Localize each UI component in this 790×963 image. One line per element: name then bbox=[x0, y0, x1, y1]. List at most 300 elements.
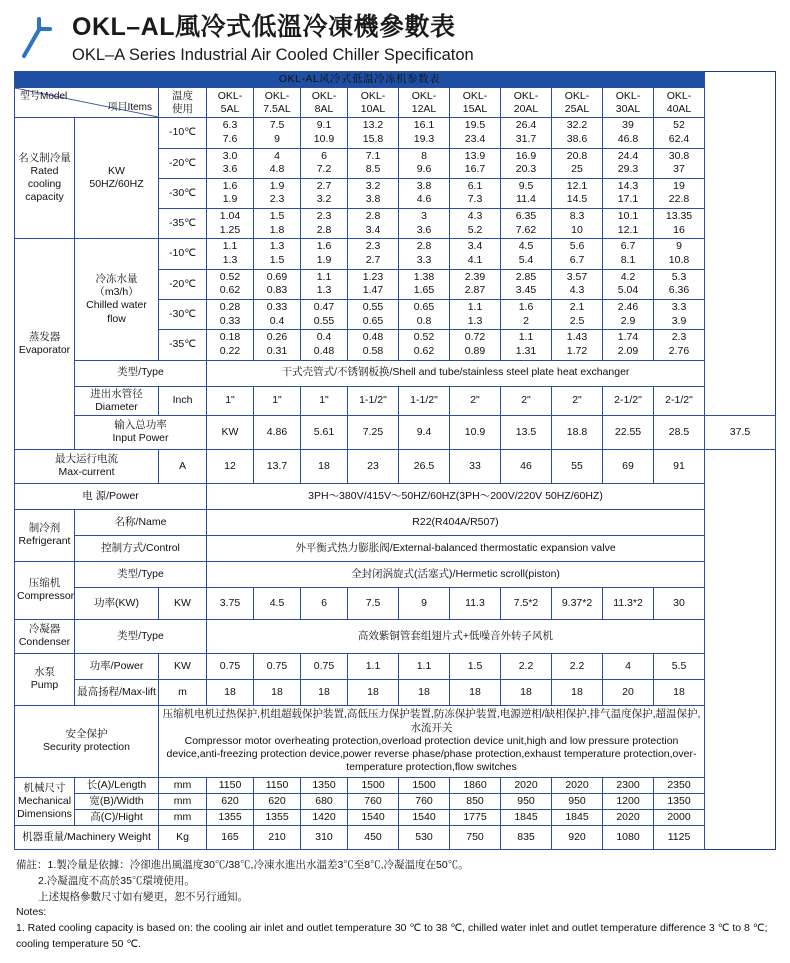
ev-r3-c3 bbox=[301, 299, 348, 329]
refrigerant-name-value: R22(R404A/R507) bbox=[207, 509, 705, 535]
dim-len-v10: 2350 bbox=[654, 777, 705, 793]
weight-v4: 450 bbox=[348, 826, 399, 850]
diameter-v3: 1" bbox=[301, 386, 348, 415]
ev-r4-c6 bbox=[450, 330, 501, 360]
ev-r2-c10 bbox=[654, 269, 705, 299]
ev-r3-c2 bbox=[254, 299, 301, 329]
pump-power-v7: 2.2 bbox=[501, 653, 552, 679]
ev-r1-c10 bbox=[654, 239, 705, 269]
pump-power-v1: 0.75 bbox=[207, 653, 254, 679]
dim-wid-v3: 680 bbox=[301, 793, 348, 809]
evap-temp-1: -10℃ bbox=[159, 239, 207, 269]
v: 9 bbox=[274, 132, 280, 145]
v: 2.7 bbox=[365, 254, 381, 267]
rc-r1-c7 bbox=[501, 118, 552, 148]
header-label-items: 项目Items bbox=[107, 101, 152, 113]
rated-cooling-unit bbox=[75, 118, 159, 239]
v: 7.5 bbox=[269, 119, 285, 132]
weight-row bbox=[15, 826, 776, 850]
corner-header-cell bbox=[15, 88, 159, 118]
model-top-10: OKL- bbox=[666, 89, 692, 102]
ev-r2-c8 bbox=[552, 269, 603, 299]
v: 1.04 bbox=[219, 210, 241, 223]
dim-wid-v1: 620 bbox=[207, 793, 254, 809]
v: 4.3 bbox=[569, 284, 585, 297]
input-power-v6: 13.5 bbox=[501, 415, 552, 449]
note-line-4: Notes: bbox=[16, 906, 47, 919]
model-bottom-10: 40AL bbox=[666, 102, 692, 115]
rated-cooling-label-cn: 名义制冷量 bbox=[18, 152, 71, 165]
v: 0.89 bbox=[464, 344, 486, 357]
condenser-label-en: Condenser bbox=[18, 636, 71, 649]
v: 17.1 bbox=[617, 193, 639, 206]
v: 30.8 bbox=[668, 149, 690, 162]
pump-power-v8: 2.2 bbox=[552, 653, 603, 679]
v: 9.6 bbox=[416, 163, 432, 176]
model-col-10 bbox=[654, 88, 705, 118]
v: 4.8 bbox=[269, 163, 285, 176]
input-power-v3: 7.25 bbox=[348, 415, 399, 449]
rc-r4-c9 bbox=[603, 209, 654, 239]
max-current-row bbox=[15, 449, 776, 483]
dimensions-row-height bbox=[15, 810, 776, 826]
weight-v3: 310 bbox=[301, 826, 348, 850]
rc-r1-c2 bbox=[254, 118, 301, 148]
v: 16.7 bbox=[464, 163, 486, 176]
rc-r2-c7 bbox=[501, 148, 552, 178]
v: 7.3 bbox=[467, 193, 483, 206]
security-label-en: Security protection bbox=[43, 741, 130, 754]
input-power-v7: 18.8 bbox=[552, 415, 603, 449]
v: 46.8 bbox=[617, 132, 639, 145]
model-col-9 bbox=[603, 88, 654, 118]
v: 3.9 bbox=[671, 314, 687, 327]
diameter-label bbox=[75, 386, 159, 415]
rc-r4-c10 bbox=[654, 209, 705, 239]
v: 3.4 bbox=[365, 223, 381, 236]
diameter-v9: 2-1/2" bbox=[603, 386, 654, 415]
dim-len-v8: 2020 bbox=[552, 777, 603, 793]
ev-r1-c3 bbox=[301, 239, 348, 269]
v: 26.4 bbox=[515, 119, 537, 132]
v: 2.3 bbox=[269, 193, 285, 206]
v: 0.48 bbox=[313, 344, 335, 357]
v: 1.5 bbox=[269, 210, 285, 223]
pump-lift-v9: 20 bbox=[603, 679, 654, 705]
pump-power-v9: 4 bbox=[603, 653, 654, 679]
weight-v8: 920 bbox=[552, 826, 603, 850]
pump-lift-row bbox=[15, 679, 776, 705]
rc-r4-c1 bbox=[207, 209, 254, 239]
refrigerant-label-en: Refrigerant bbox=[18, 535, 71, 548]
header-label-model: 型号Model bbox=[20, 91, 68, 103]
table-banner-row bbox=[15, 72, 776, 88]
chilled-water-flow-label-cn: 冷冻水量（m3/h） bbox=[94, 273, 139, 299]
ev-r4-c4 bbox=[348, 330, 399, 360]
dim-hgt-v3: 1420 bbox=[301, 810, 348, 826]
ev-r1-c7 bbox=[501, 239, 552, 269]
weight-v10: 1125 bbox=[654, 826, 705, 850]
v: 1.47 bbox=[362, 284, 384, 297]
table-banner: OKL-AL风冷式低温冷冻机参数表 bbox=[15, 72, 705, 88]
v: 0.33 bbox=[219, 314, 241, 327]
input-power-v10: 37.5 bbox=[705, 415, 776, 449]
model-top-6: OKL- bbox=[462, 89, 488, 102]
rated-cooling-unit-hz: 50HZ/60HZ bbox=[89, 178, 144, 191]
dimensions-label bbox=[15, 777, 75, 825]
v: 1.1 bbox=[518, 331, 534, 344]
pump-power-v3: 0.75 bbox=[301, 653, 348, 679]
dim-wid-v7: 950 bbox=[501, 793, 552, 809]
max-current-label-en: Max-current bbox=[58, 466, 115, 479]
ev-r4-c7 bbox=[501, 330, 552, 360]
v: 0.28 bbox=[219, 300, 241, 313]
pump-lift-v6: 18 bbox=[450, 679, 501, 705]
dimensions-height-unit: mm bbox=[159, 810, 207, 826]
model-top-5: OKL- bbox=[411, 89, 437, 102]
v: 3.2 bbox=[365, 179, 381, 192]
rc-r1-c5 bbox=[399, 118, 450, 148]
rated-cooling-temp-4: -35℃ bbox=[159, 209, 207, 239]
rc-r2-c9 bbox=[603, 148, 654, 178]
pump-lift-v8: 18 bbox=[552, 679, 603, 705]
v: 0.55 bbox=[362, 300, 384, 313]
v: 2.87 bbox=[464, 284, 486, 297]
model-col-3 bbox=[301, 88, 348, 118]
v: 22.8 bbox=[668, 193, 690, 206]
security-row bbox=[15, 705, 776, 777]
v: 0.55 bbox=[313, 314, 335, 327]
v: 3.8 bbox=[365, 193, 381, 206]
pump-power-v10: 5.5 bbox=[654, 653, 705, 679]
compressor-power-v1: 3.75 bbox=[207, 587, 254, 619]
footer-notes bbox=[0, 850, 790, 963]
v: 8.3 bbox=[569, 210, 585, 223]
compressor-power-v7: 7.5*2 bbox=[501, 587, 552, 619]
temp-use-line2: 使用 bbox=[172, 102, 193, 115]
pump-power-v2: 0.75 bbox=[254, 653, 301, 679]
v: 37 bbox=[673, 163, 685, 176]
ev-r2-c3 bbox=[301, 269, 348, 299]
v: 11.4 bbox=[516, 193, 536, 206]
v: 6.36 bbox=[668, 284, 690, 297]
ev-r1-c8 bbox=[552, 239, 603, 269]
power-supply-label: 电 源/Power bbox=[15, 483, 207, 509]
max-current-unit: A bbox=[159, 449, 207, 483]
model-col-7 bbox=[501, 88, 552, 118]
v: 1.43 bbox=[566, 331, 588, 344]
compressor-power-v5: 9 bbox=[399, 587, 450, 619]
v: 4.2 bbox=[620, 270, 636, 283]
rc-r2-c8 bbox=[552, 148, 603, 178]
dimensions-row-width bbox=[15, 793, 776, 809]
input-power-row bbox=[15, 415, 776, 449]
condenser-label bbox=[15, 619, 75, 653]
v: 2.3 bbox=[316, 210, 332, 223]
model-top-8: OKL- bbox=[564, 89, 590, 102]
diameter-v5: 1-1/2" bbox=[399, 386, 450, 415]
chilled-water-flow-label-en: Chilled water flow bbox=[86, 299, 147, 325]
v: 5.4 bbox=[518, 254, 534, 267]
rated-cooling-label-en3: capacity bbox=[25, 191, 64, 204]
dimensions-label-cn: 机械尺寸 bbox=[23, 781, 66, 794]
dim-len-v5: 1500 bbox=[399, 777, 450, 793]
v: 13.35 bbox=[665, 210, 693, 223]
rc-r1-c3 bbox=[301, 118, 348, 148]
temp-use-header bbox=[159, 88, 207, 118]
compressor-power-label: 功率(KW) bbox=[75, 587, 159, 619]
pump-label-cn: 水泵 bbox=[34, 666, 55, 679]
model-top-4: OKL- bbox=[360, 89, 386, 102]
rc-r4-c6 bbox=[450, 209, 501, 239]
v: 1.5 bbox=[269, 254, 285, 267]
diameter-label-en: Diameter bbox=[95, 400, 138, 413]
v: 5.6 bbox=[569, 240, 585, 253]
pump-label-en: Pump bbox=[30, 679, 59, 692]
compressor-power-unit: KW bbox=[159, 587, 207, 619]
v: 0.4 bbox=[269, 314, 285, 327]
weight-v6: 750 bbox=[450, 826, 501, 850]
v: 0.65 bbox=[413, 300, 435, 313]
compressor-label bbox=[15, 561, 75, 619]
condenser-row bbox=[15, 619, 776, 653]
v: 1.31 bbox=[515, 344, 537, 357]
ev-r2-c5 bbox=[399, 269, 450, 299]
model-col-2 bbox=[254, 88, 301, 118]
compressor-power-v9: 11.3*2 bbox=[603, 587, 654, 619]
v: 10.1 bbox=[617, 210, 639, 223]
model-bottom-8: 25AL bbox=[564, 102, 590, 115]
weight-v2: 210 bbox=[254, 826, 301, 850]
ev-r4-c2 bbox=[254, 330, 301, 360]
v: 13.9 bbox=[464, 149, 486, 162]
rc-r4-c7 bbox=[501, 209, 552, 239]
pump-lift-v3: 18 bbox=[301, 679, 348, 705]
rated-cooling-temp-3: -30℃ bbox=[159, 178, 207, 208]
v: 10.8 bbox=[668, 254, 690, 267]
v: 8.5 bbox=[365, 163, 381, 176]
security-value bbox=[159, 705, 705, 777]
max-current-v1: 12 bbox=[207, 449, 254, 483]
security-text-en: Compressor motor overheating protection,overload protection device unit,high and low pressure protection device,anti-freezing protection device,power reverse phase/phase protection,exhaust temperature protection,over-temperature protection,flow switches bbox=[166, 734, 697, 773]
rc-r1-c6 bbox=[450, 118, 501, 148]
input-power-label bbox=[75, 415, 207, 449]
v: 7.1 bbox=[365, 149, 381, 162]
ev-r3-c4 bbox=[348, 299, 399, 329]
ev-r1-c1 bbox=[207, 239, 254, 269]
pump-power-v6: 1.5 bbox=[450, 653, 501, 679]
rc-r3-c5 bbox=[399, 178, 450, 208]
pump-lift-v5: 18 bbox=[399, 679, 450, 705]
input-power-v2: 5.61 bbox=[301, 415, 348, 449]
ev-r2-c6 bbox=[450, 269, 501, 299]
input-power-v1: 4.86 bbox=[254, 415, 301, 449]
compressor-power-row bbox=[15, 587, 776, 619]
v: 1.72 bbox=[566, 344, 588, 357]
dimensions-length-unit: mm bbox=[159, 777, 207, 793]
refrigerant-control-label: 控制方式/Control bbox=[75, 535, 207, 561]
compressor-power-v2: 4.5 bbox=[254, 587, 301, 619]
v: 0.26 bbox=[266, 331, 288, 344]
rc-r3-c8 bbox=[552, 178, 603, 208]
dim-wid-v9: 1200 bbox=[603, 793, 654, 809]
rated-cooling-label bbox=[15, 118, 75, 239]
rc-r4-c2 bbox=[254, 209, 301, 239]
rc-r3-c2 bbox=[254, 178, 301, 208]
v: 20.3 bbox=[515, 163, 537, 176]
v: 0.69 bbox=[266, 270, 288, 283]
diameter-v10: 2-1/2" bbox=[654, 386, 705, 415]
evap-temp-2: -20℃ bbox=[159, 269, 207, 299]
ev-r2-c1 bbox=[207, 269, 254, 299]
model-bottom-4: 10AL bbox=[360, 102, 386, 115]
ev-r1-c4 bbox=[348, 239, 399, 269]
v: 6 bbox=[321, 149, 327, 162]
condenser-type-value: 高效紫铜管套组翅片式+低噪音外转子风机 bbox=[207, 619, 705, 653]
pump-label bbox=[15, 653, 75, 705]
dim-len-v1: 1150 bbox=[207, 777, 254, 793]
v: 1.8 bbox=[269, 223, 285, 236]
v: 2.39 bbox=[464, 270, 486, 283]
dim-hgt-v9: 2020 bbox=[603, 810, 654, 826]
v: 1.1 bbox=[222, 240, 238, 253]
compressor-power-v8: 9.37*2 bbox=[552, 587, 603, 619]
model-bottom-6: 15AL bbox=[462, 102, 488, 115]
model-header-row bbox=[15, 88, 776, 118]
max-current-label bbox=[15, 449, 159, 483]
chilled-water-flow-label bbox=[75, 239, 159, 360]
max-current-v9: 69 bbox=[603, 449, 654, 483]
dimensions-width-unit: mm bbox=[159, 793, 207, 809]
max-current-v6: 33 bbox=[450, 449, 501, 483]
weight-v5: 530 bbox=[399, 826, 450, 850]
input-power-v4: 9.4 bbox=[399, 415, 450, 449]
v: 4.5 bbox=[518, 240, 534, 253]
v: 1.9 bbox=[222, 193, 238, 206]
v: 2.8 bbox=[416, 240, 432, 253]
v: 25 bbox=[571, 163, 583, 176]
input-power-label-en: Input Power bbox=[112, 432, 169, 445]
v: 3.2 bbox=[316, 193, 332, 206]
v: 2.09 bbox=[617, 344, 639, 357]
v: 3.3 bbox=[671, 300, 687, 313]
model-col-8 bbox=[552, 88, 603, 118]
rc-r2-c1 bbox=[207, 148, 254, 178]
weight-v1: 165 bbox=[207, 826, 254, 850]
v: 62.4 bbox=[668, 132, 690, 145]
v: 1.6 bbox=[222, 179, 238, 192]
v: 5.3 bbox=[671, 270, 687, 283]
v: 3.8 bbox=[416, 179, 432, 192]
rated-cooling-unit-kw: KW bbox=[108, 165, 125, 178]
diameter-label-cn: 进出水管径 bbox=[90, 387, 143, 400]
v: 6.3 bbox=[222, 119, 238, 132]
v: 4.1 bbox=[467, 254, 483, 267]
refrigerant-control-row bbox=[15, 535, 776, 561]
v: 8 bbox=[421, 149, 427, 162]
dimensions-length-label: 长(A)/Length bbox=[75, 777, 159, 793]
v: 6.7 bbox=[569, 254, 585, 267]
condenser-type-label: 类型/Type bbox=[75, 619, 207, 653]
v: 38.6 bbox=[566, 132, 588, 145]
ev-r4-c10 bbox=[654, 330, 705, 360]
v: 19.3 bbox=[413, 132, 435, 145]
dim-hgt-v6: 1775 bbox=[450, 810, 501, 826]
security-label bbox=[15, 705, 159, 777]
weight-unit: Kg bbox=[159, 826, 207, 850]
temp-use-line1: 温度 bbox=[172, 89, 193, 102]
rated-cooling-label-en2: cooling bbox=[27, 178, 62, 191]
v: 14.3 bbox=[617, 179, 639, 192]
ev-r3-c7 bbox=[501, 299, 552, 329]
rc-r2-c2 bbox=[254, 148, 301, 178]
rated-cooling-row-1 bbox=[15, 118, 776, 148]
spec-table bbox=[14, 71, 776, 850]
dim-len-v6: 1860 bbox=[450, 777, 501, 793]
note-line-1: 備註：1.製冷量是依據：冷卻進出風溫度30℃/38℃,冷凍水進出水溫差3℃至8℃,冷凝溫度在50℃。 bbox=[16, 859, 469, 872]
ev-r3-c1 bbox=[207, 299, 254, 329]
pump-lift-v1: 18 bbox=[207, 679, 254, 705]
evaporator-label-en: Evaporator bbox=[18, 344, 71, 357]
spec-table-wrap bbox=[0, 71, 790, 850]
ev-r1-c9 bbox=[603, 239, 654, 269]
v: 0.65 bbox=[362, 314, 384, 327]
rc-r3-c3 bbox=[301, 178, 348, 208]
v: 32.2 bbox=[566, 119, 588, 132]
diameter-v6: 2" bbox=[450, 386, 501, 415]
rated-cooling-label-en1: Rated bbox=[30, 165, 59, 178]
weight-v7: 835 bbox=[501, 826, 552, 850]
dimensions-label-en2: Dimensions bbox=[17, 808, 72, 820]
model-top-1: OKL- bbox=[217, 89, 243, 102]
v: 14.5 bbox=[566, 193, 588, 206]
rc-r3-c9 bbox=[603, 178, 654, 208]
v: 2.7 bbox=[316, 179, 332, 192]
evaporator-type-value: 干式壳管式/不锈钢板换/Shell and tube/stainless steel plate heat exchanger bbox=[207, 360, 705, 386]
v: 3.45 bbox=[515, 284, 537, 297]
rc-r2-c3 bbox=[301, 148, 348, 178]
model-col-5 bbox=[399, 88, 450, 118]
v: 7.2 bbox=[316, 163, 332, 176]
v: 3.57 bbox=[566, 270, 588, 283]
dim-wid-v5: 760 bbox=[399, 793, 450, 809]
rc-r2-c10 bbox=[654, 148, 705, 178]
ev-r1-c5 bbox=[399, 239, 450, 269]
rc-r3-c10 bbox=[654, 178, 705, 208]
v: 19 bbox=[673, 179, 685, 192]
evaporator-type-row bbox=[15, 360, 776, 386]
model-bottom-7: 20AL bbox=[513, 102, 539, 115]
rated-cooling-temp-1: -10℃ bbox=[159, 118, 207, 148]
refrigerant-label-cn: 制冷剂 bbox=[28, 522, 61, 535]
model-top-3: OKL- bbox=[311, 89, 337, 102]
dim-hgt-v2: 1355 bbox=[254, 810, 301, 826]
note-line-2: 2.冷凝溫度不高於35℃環境使用。 bbox=[38, 874, 195, 887]
v: 0.4 bbox=[316, 331, 332, 344]
weight-label: 机器重量/Machinery Weight bbox=[15, 826, 159, 850]
refrigerant-label bbox=[15, 509, 75, 561]
v: 3 bbox=[421, 210, 427, 223]
refrigerant-name-label: 名称/Name bbox=[75, 509, 207, 535]
dim-len-v7: 2020 bbox=[501, 777, 552, 793]
security-label-cn: 安全保护 bbox=[65, 728, 108, 741]
input-power-unit: KW bbox=[207, 415, 254, 449]
compressor-type-label: 类型/Type bbox=[75, 561, 207, 587]
v: 1.6 bbox=[518, 300, 534, 313]
v: 39 bbox=[622, 119, 634, 132]
v: 10.9 bbox=[313, 132, 335, 145]
evaporator-row-1 bbox=[15, 239, 776, 269]
